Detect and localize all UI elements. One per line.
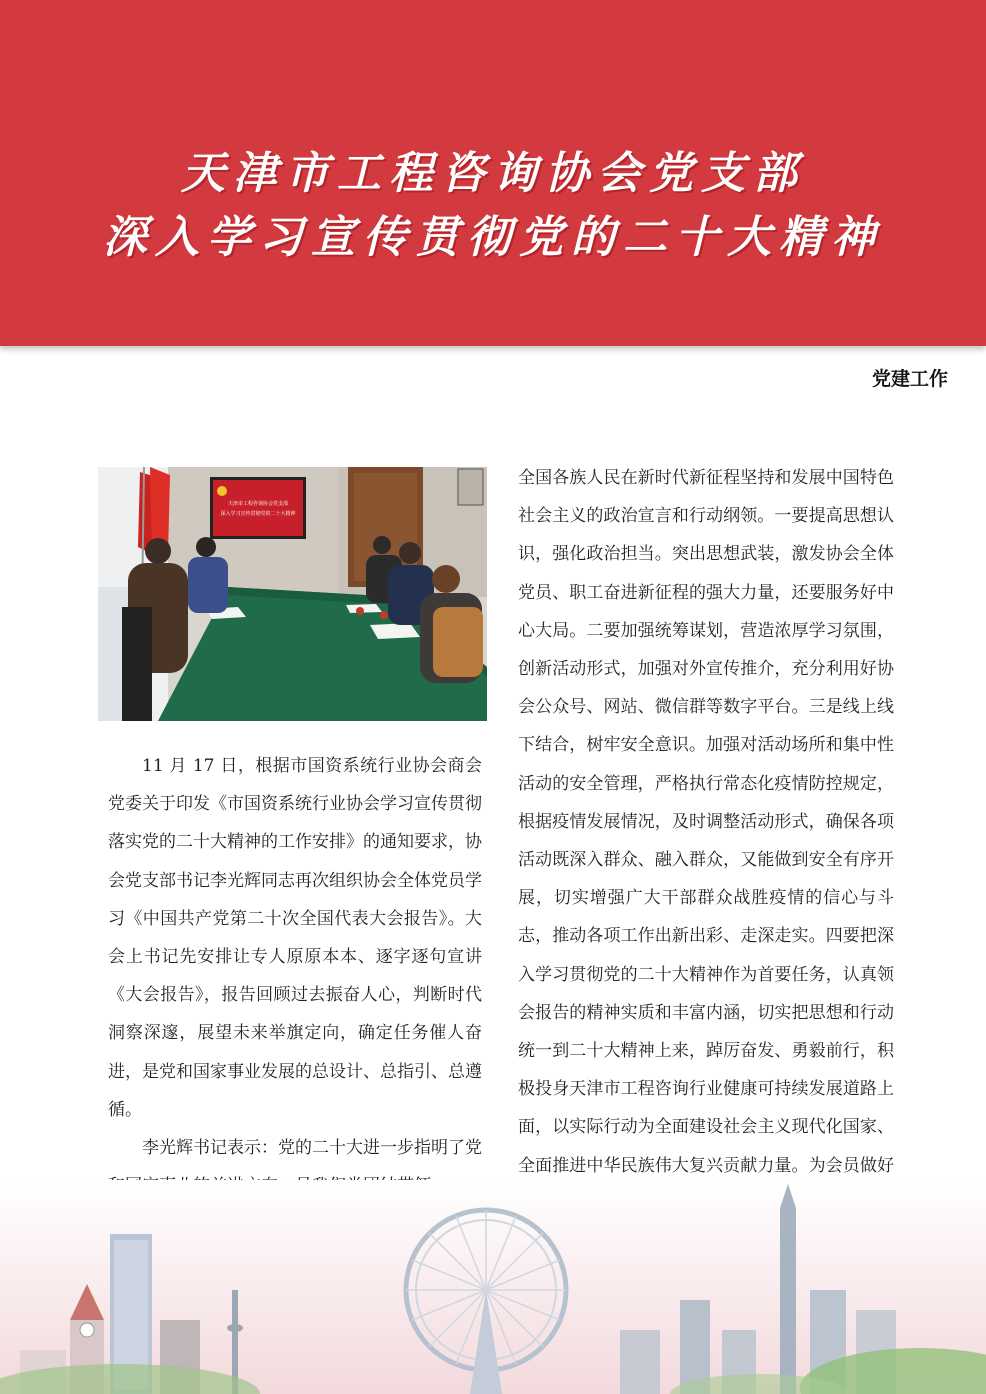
city-skyline-illustration <box>0 1180 986 1394</box>
title-line-2: 深入学习宣传贯彻党的二十大精神 <box>103 212 883 263</box>
paragraph: 11 月 17 日，根据市国资系统行业协会商会党委关于印发《市国资系统行业协会学习宣传贯彻落实党的二十大精神的工作安排》的通知要求，协会党支部书记李光辉同志再次组织协会全体党员学习《中国共产党第二十次全国代表大会报告》。大会上书记先安排让专人原原本本、逐字逐句宣讲《大会报告》，报告回顾过去振奋人心，判断时代洞察深邃，展望未来举旗定向，确定任务催人奋进，是党和国家事业发展的总设计、总指引、总遵循。 <box>108 756 482 1120</box>
article-right-column <box>518 459 894 1223</box>
screen-text-1: 天津市工程咨询协会党支部 <box>227 501 289 507</box>
article-left-column <box>108 747 482 1205</box>
paragraph: 李光辉书记表示：党的二十大进一步指明了党 <box>142 1138 482 1159</box>
paragraph: 全国各族人民在新时代新征程坚持和发展中国特色社会主义的政治宣言和行动纲领。一要提高思想认识，强化政治担当。突出思想武装，激发协会全体党员、职工奋进新征程的强大力量，还要服务好中心大局。二要加强统筹谋划，营造浓厚学习氛围，创新活动形式，加强对外宣传推介，充分利用好协会公众号、网站、微信群等数字平台。三是线上线下结合，树牢安全意识。加强对活动场所和集中性活动的安全管理，严格执行常态化疫情防控规定，根据疫情发展情况，及时调整活动形式，确保各项活动既深入群众、融入群众，又能做到安全有序开展，切实增强广大干部群众战胜疫情的信心与斗志，推动各项工作出新出彩、走深走实。四要把深入学习贯彻党的二十大精神作为首要任务，认真领会报告的精神实质和丰富内涵，切实把思想和行动统一到二十大精神上来，踔厉奋发、勇毅前行，积极投身天津市工程咨询行业健康可持续发展道路上面，以实际行动为全面建设社会主义现代化国家、全面推进中华民族伟大复兴贡献力量。为会员做好 <box>518 468 894 1176</box>
meeting-photo <box>98 467 487 721</box>
title-line-1: 天津市工程咨询协会党支部 <box>181 148 805 199</box>
page-title <box>0 142 986 270</box>
section-tag: 党建工作 <box>871 368 948 390</box>
screen-text-2: 深入学习宣传贯彻党的二十大精神 <box>220 511 296 517</box>
header-banner <box>0 0 986 346</box>
